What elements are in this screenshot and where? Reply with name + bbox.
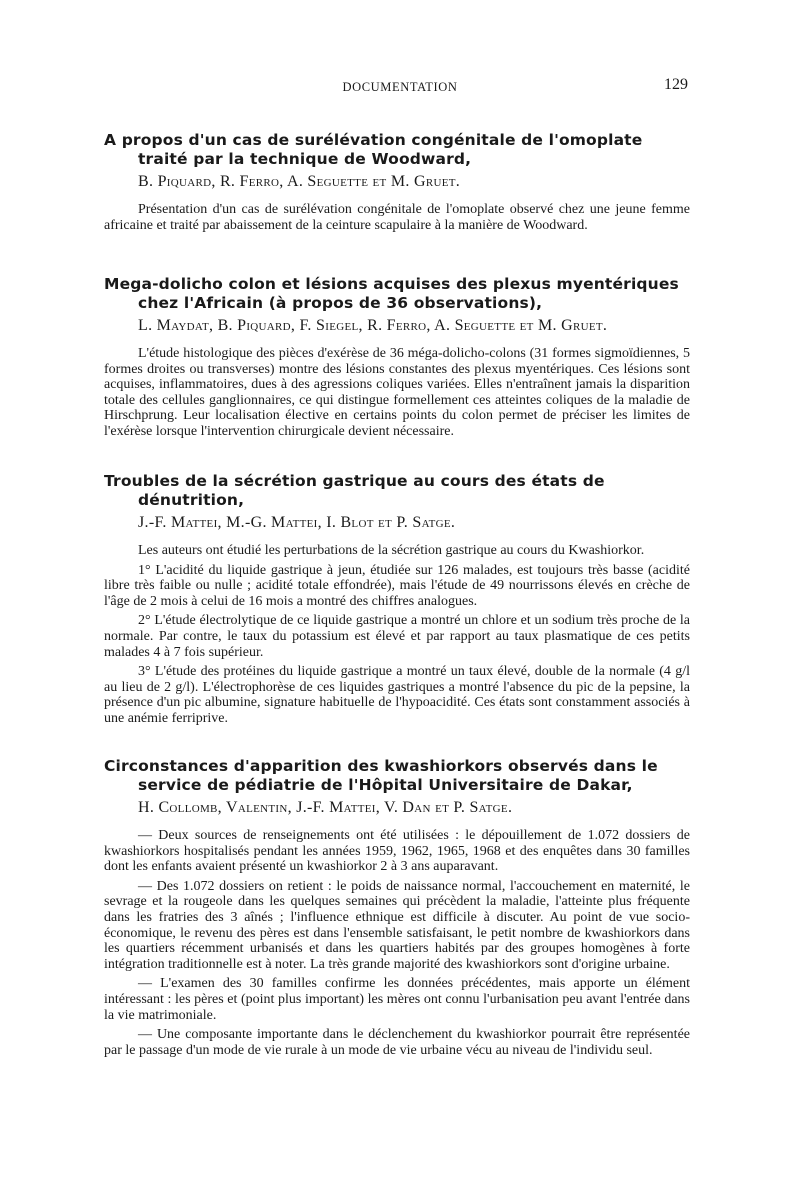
article-authors: H. Collomb, Valentin, J.-F. Mattei, V. Dan et P. Satge. bbox=[138, 799, 513, 816]
article-title: A propos d'un cas de surélévation congénitale de l'omoplate traité par la technique de Woodward, bbox=[104, 131, 643, 168]
article-abstract bbox=[104, 346, 690, 440]
page-number: 129 bbox=[664, 76, 688, 93]
paragraph: — L'examen des 30 familles confirme les données précédentes, mais apporte un élément intéressant : les pères et (point plus important) les mères ont connu l'urbanisation peu avant l'entrée dans la vie matrimoniale. bbox=[104, 976, 690, 1023]
article-authors: J.-F. Mattei, M.-G. Mattei, I. Blot et P. Satge. bbox=[138, 514, 456, 531]
paragraph: Les auteurs ont étudié les perturbations de la sécrétion gastrique au cours du Kwashiorkor. bbox=[138, 543, 645, 558]
paragraph: — Deux sources de renseignements ont été utilisées : le dépouillement de 1.072 dossiers de kwashiorkors hospitalisés pendant les années 1959, 1962, 1965, 1968 et des enquêtes dans 30 familles dont les enfants avaient présenté un kwashiorkor 2 à 3 ans auparavant. bbox=[104, 828, 690, 875]
paragraph: — Une composante importante dans le déclenchement du kwashiorkor pourrait être représentée par le passage d'un mode de vie rurale à un mode de vie urbaine vécu au niveau de l'individu seul. bbox=[104, 1027, 690, 1058]
article-abstract bbox=[104, 543, 690, 727]
paragraph: — Des 1.072 dossiers on retient : le poids de naissance normal, l'accouchement en maternité, le sevrage et la rougeole dans les quelques semaines qui précèdent la maladie, l'atteinte plus fréquente dans les fratries des 3 aînés ; l'influence ethnique est difficile à discuter. Au point de vue socio-économique, le revenu des pères est dans l'ensemble satisfaisant, le petit nombre de kwashiorkors dans les quartiers récemment urbanisés et dans les quartiers habités par des groupes homogènes à forte intégration traditionnelle est à noter. La très grande majorité des kwashiorkors sont d'origine urbaine. bbox=[104, 878, 690, 972]
article-2 bbox=[104, 275, 690, 444]
running-header bbox=[0, 76, 800, 100]
running-title: DOCUMENTATION bbox=[342, 80, 458, 94]
paragraph: 3° L'étude des protéines du liquide gastrique a montré un taux élevé, double de la normale (4 g/l au lieu de 2 g/l). L'électrophorèse de ces liquides gastriques a montré l'absence du pic de la pepsine, la présence d'un pic albumine, signature habituelle de l'hypoacidité. Ces états sont constamment associés à une anémie ferriprive. bbox=[104, 664, 690, 726]
article-authors: B. Piquard, R. Ferro, A. Seguette et M. Gruet. bbox=[138, 173, 461, 190]
paragraph: 2° L'étude électrolytique de ce liquide gastrique a montré un chlore et un sodium très proche de la normale. Par contre, le taux du potassium est élevé et par rapport au taux plasmatique de ces petits malades 4 à 7 fois supérieur. bbox=[104, 613, 690, 660]
article-title: Circonstances d'apparition des kwashiorkors observés dans le service de pédiatrie de l'Hôpital Universitaire de Dakar, bbox=[104, 757, 658, 794]
article-3 bbox=[104, 472, 690, 731]
article-4 bbox=[104, 757, 690, 1062]
paragraph: L'étude histologique des pièces d'exérèse de 36 méga-dolicho-colons (31 formes sigmoïdiennes, 5 formes droites ou transverses) montre des lésions constantes des plexus myentériques. Ces lésions sont acquises, inflammatoires, dues à des agressions coliques variées. Elles n'entraînent jamais la disparition totale des cellules ganglionnaires, ce qui distingue formellement ces atteintes coliques de la maladie de Hirschprung. Leur localisation élective en certains points du colon permet de préciser les limites de l'exérèse lorsque l'intervention chirurgicale devient nécessaire. bbox=[104, 346, 690, 439]
article-title: Troubles de la sécrétion gastrique au cours des états de dénutrition, bbox=[104, 472, 605, 509]
article-abstract bbox=[104, 202, 690, 233]
paragraph: Présentation d'un cas de surélévation congénitale de l'omoplate observé chez une jeune femme africaine et traité par abaissement de la ceinture scapulaire à la manière de Woodward. bbox=[104, 202, 690, 233]
article-1 bbox=[104, 131, 690, 237]
article-title: Mega-dolicho colon et lésions acquises des plexus myentériques chez l'Africain (à propos de 36 observations), bbox=[104, 275, 679, 312]
article-abstract bbox=[104, 828, 690, 1058]
article-authors: L. Maydat, B. Piquard, F. Siegel, R. Ferro, A. Seguette et M. Gruet. bbox=[138, 317, 608, 334]
paragraph: 1° L'acidité du liquide gastrique à jeun, étudiée sur 126 malades, est toujours très basse (acidité libre très faible ou nulle ; acidité totale effondrée), mais l'étude de 49 nourrissons élevés en crèche de l'âge de 2 mois à celui de 16 mois a montré des chiffres analogues. bbox=[104, 562, 690, 609]
